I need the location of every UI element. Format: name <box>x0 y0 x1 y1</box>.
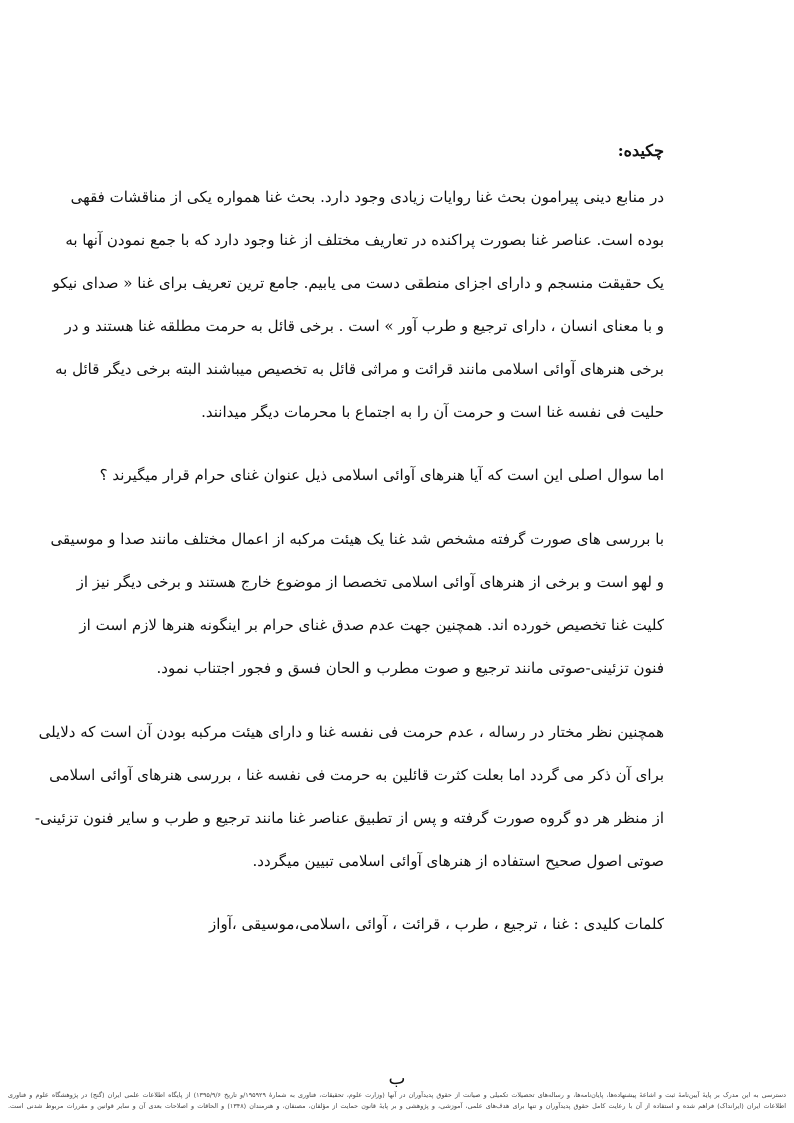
paragraph-4-line-3: از منظر هر دو گروه صورت گرفته و پس از تطبیق عناصر غنا مانند ترجیع و طرب و سایر فنون تزئینی- <box>34 809 664 827</box>
paragraph-1-line-4: و با معنای انسان ، دارای ترجیع و طرب آور » است . برخی قائل به حرمت مطلقه غنا هستند و در <box>64 317 664 335</box>
footer-line-2: اطلاعات ایران (ایرانداک) فراهم شده و استفاده از آن با رعایت کامل حقوق پدیدآوران و تنها برای هدف‌های علمی، آموزشی، و پژوهشی و بر پایهٔ قانون حمایت از مؤلفان، مصنفان، و هنرمندان (۱۳۴۸) و الحاقات و اصلاحات بعدی آن و سایر قوانین و مقررات مربوط شدنی است. <box>8 1102 786 1110</box>
footer-notice <box>8 1090 786 1112</box>
paragraph-1-line-6: حلیت فی نفسه غنا است و حرمت آن را به اجتماع با محرمات دیگر میدانند. <box>201 403 664 421</box>
paragraph-4-line-4: صوتی اصول صحیح استفاده از هنرهای آوائی اسلامی تبیین میگردد. <box>252 852 664 870</box>
main-question: اما سوال اصلی این است که آیا هنرهای آوائی اسلامی ذیل عنوان غنای حرام قرار میگیرند ؟ <box>99 466 664 484</box>
paragraph-3-line-3: کلیت غنا تخصیص خورده اند. همچنین جهت عدم صدق غنای حرام بر اینگونه هنرها لازم است از <box>79 616 664 634</box>
paragraph-4-line-1: همچنین نظر مختار در رساله ، عدم حرمت فی نفسه غنا و دارای هیئت مرکبه بودن آن است که دلایلی <box>38 723 664 741</box>
page-number: ب <box>388 1068 406 1089</box>
paragraph-1-line-2: بوده است. عناصر غنا بصورت پراکنده در تعاریف مختلف از غنا وجود دارد که با جمع نمودن آنها به <box>65 231 664 249</box>
paragraph-3-line-4: فنون تزئینی-صوتی مانند ترجیع و صوت مطرب و الحان فسق و فجور اجتناب نمود. <box>156 659 664 677</box>
abstract-heading: چکیده: <box>617 141 664 160</box>
paragraph-3-line-1: با بررسی های صورت گرفته مشخص شد غنا یک هیئت مرکبه از اعمال مختلف مانند صدا و موسیقی <box>50 530 664 548</box>
footer-line-1: دسترسی به این مدرک بر پایهٔ آیین‌نامهٔ ثبت و اشاعهٔ پیشنهاده‌ها، پایان‌نامه‌ها، و رساله‌های تحصیلات تکمیلی و صیانت از حقوق پدیدآوران در آنها (وزارت علوم، تحقیقات، فناوری به شمارهٔ ۱۹۵۹۲۹/و تاریخ ۱۳۹۵/۹/۶) از پایگاه اطلاعات علمی ایران (گنج) در پژوهشگاه علوم و فناوری <box>8 1091 786 1099</box>
paragraph-1-line-3: یک حقیقت منسجم و دارای اجزای منطقی دست می یابیم. جامع ترین تعریف برای غنا « صدای نیکو <box>52 274 664 292</box>
paragraph-3-line-2: و لهو است و برخی از هنرهای آوائی اسلامی تخصصا از موضوع خارج هستند و برخی دیگر نیز از <box>76 573 664 591</box>
paragraph-1-line-5: برخی هنرهای آوائی اسلامی مانند قرائت و مراثی قائل به تخصیص میباشند البته برخی دیگر قائل به <box>55 360 664 378</box>
paragraph-4-line-2: برای آن ذکر می گردد اما بعلت کثرت قائلین به حرمت فی نفسه غنا ، بررسی هنرهای آوائی اسلامی <box>49 766 664 784</box>
paragraph-1-line-1: در منابع دینی پیرامون بحث غنا روایات زیادی وجود دارد. بحث غنا همواره یکی از مناقشات فقهی <box>70 188 664 206</box>
keywords: کلمات کلیدی : غنا ، ترجیع ، طرب ، قرائت ، آوائی ،اسلامی،موسیقی ،آواز <box>209 915 664 933</box>
